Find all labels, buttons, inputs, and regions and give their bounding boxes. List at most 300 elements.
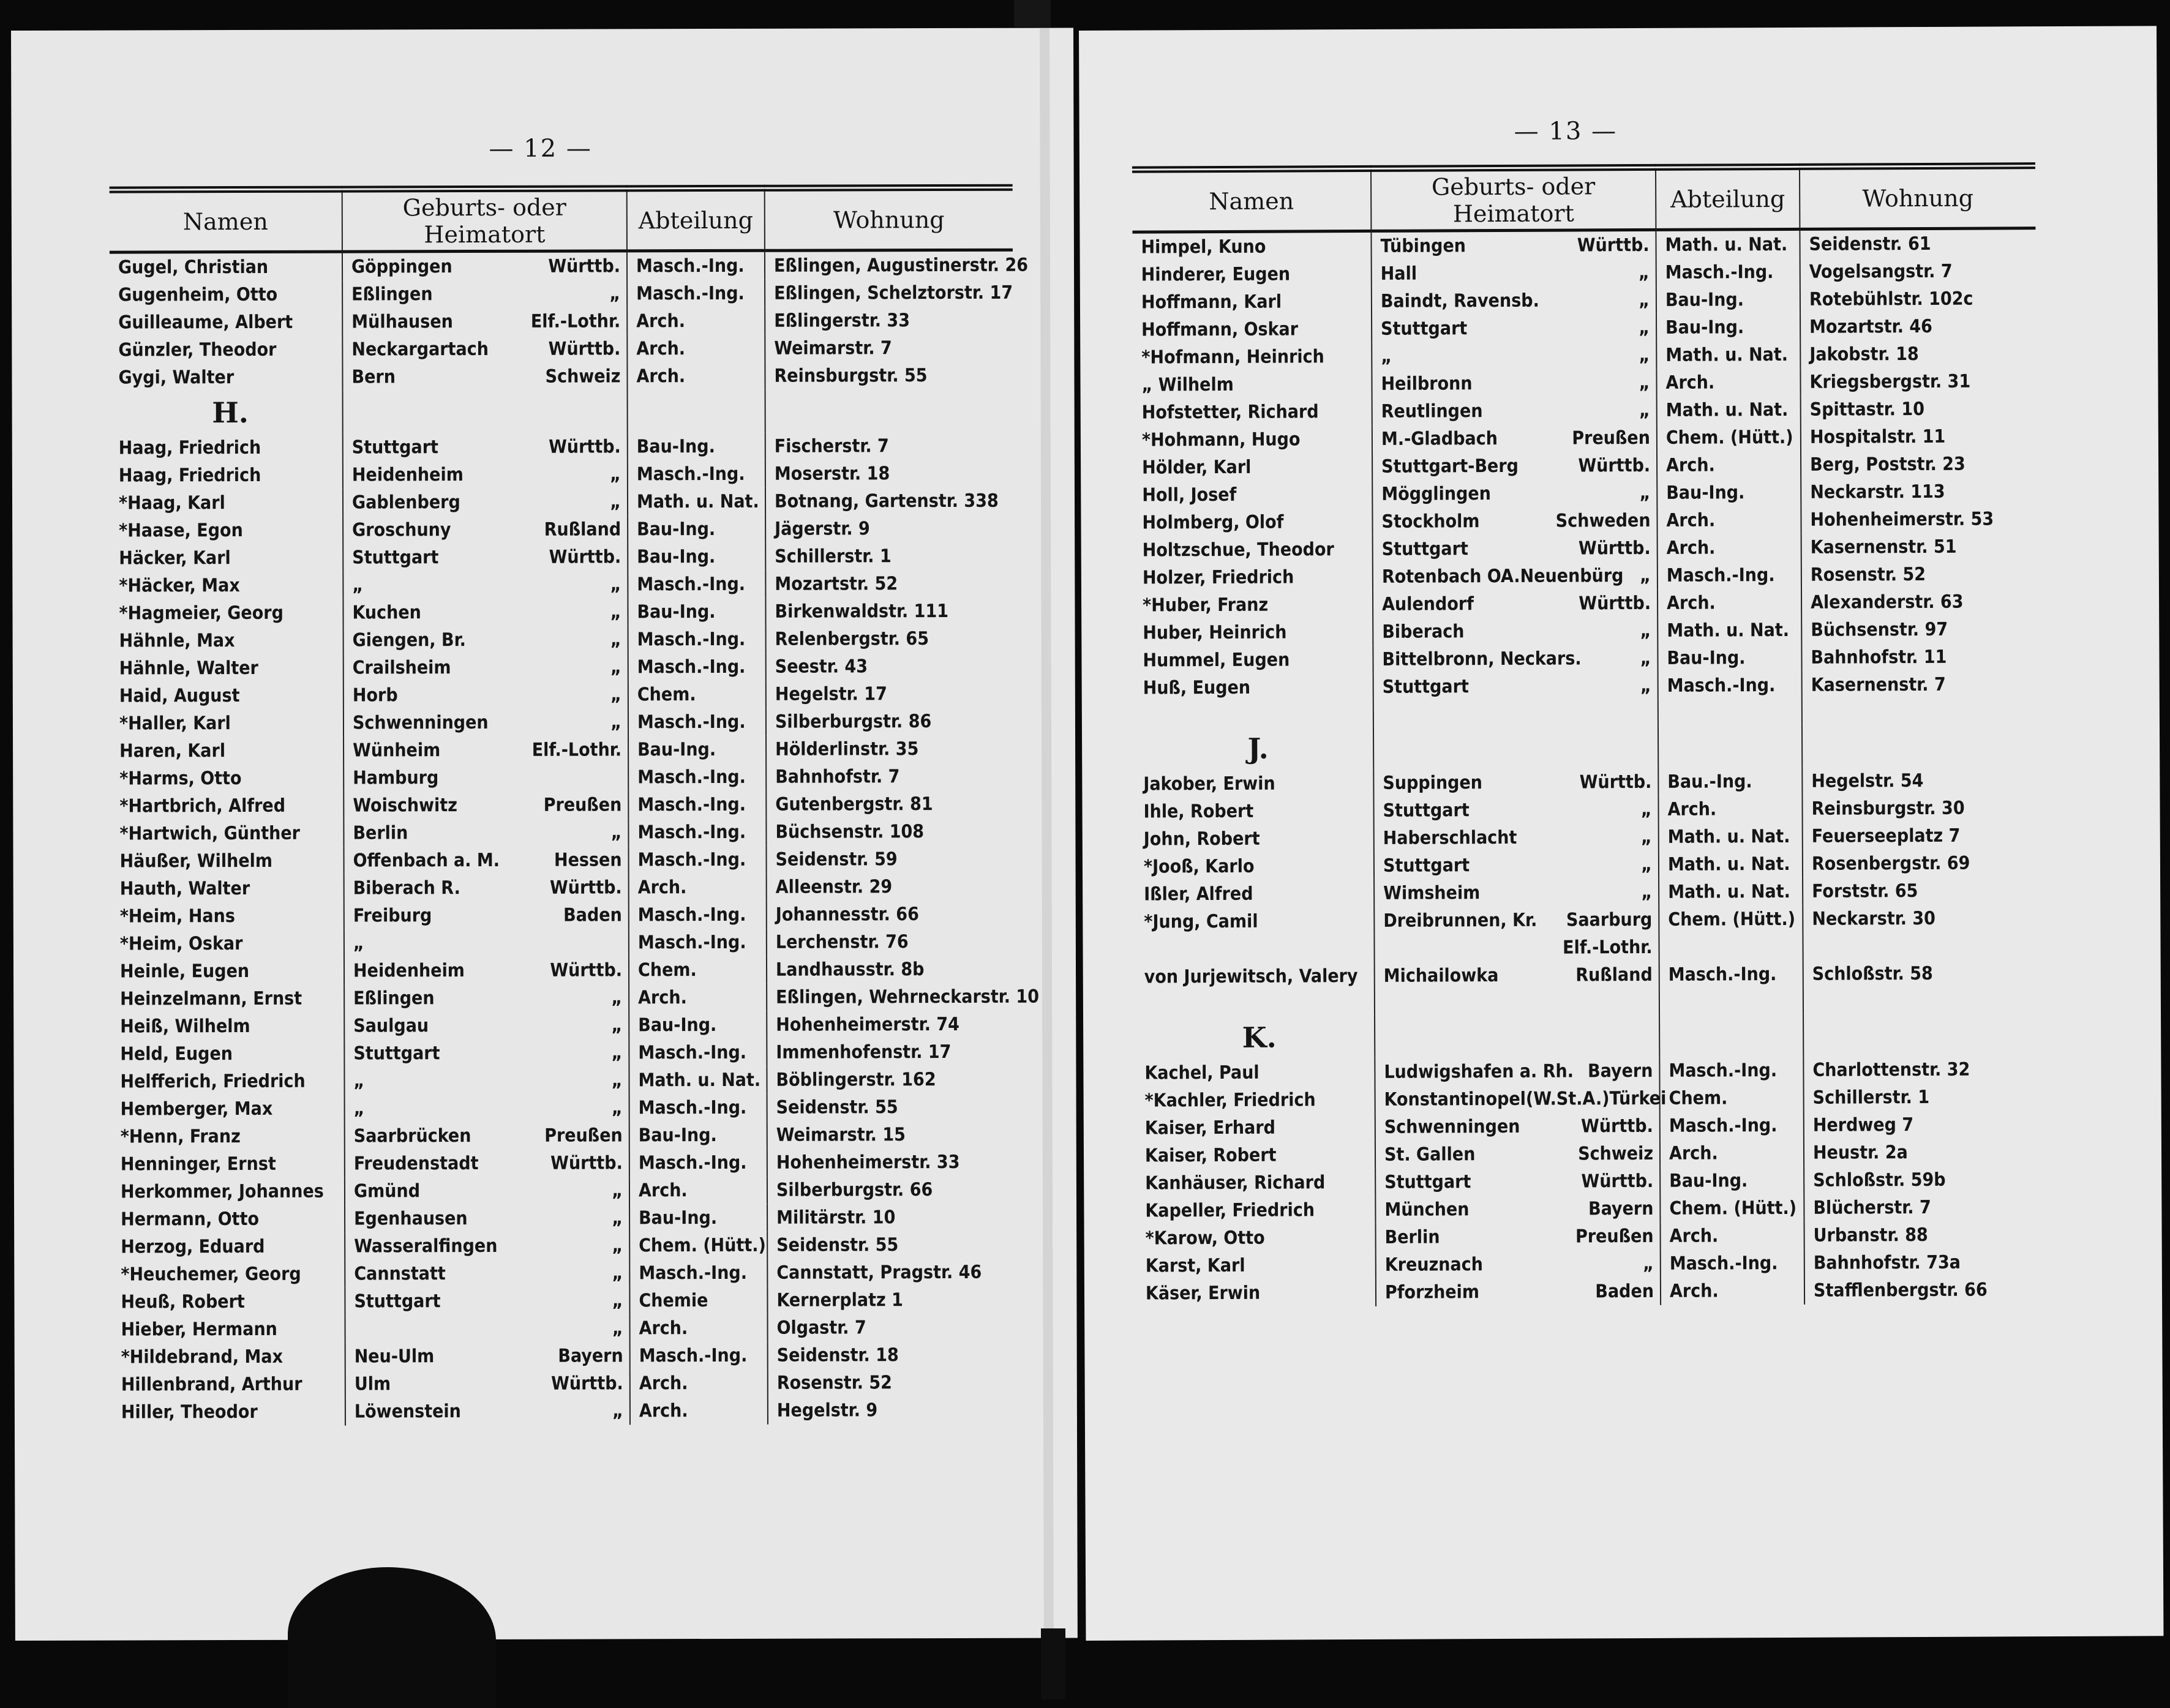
origin-state: „ [1641, 851, 1652, 878]
student-name: Guilleaume, Albert [118, 309, 293, 337]
address-cell: Militärstr. 10 [767, 1204, 1015, 1232]
table-row [111, 1066, 1015, 1096]
origin-town: Pforzheim [1385, 1278, 1479, 1306]
name-cell [111, 737, 344, 765]
section-heading-row [1136, 1013, 2039, 1059]
origin-wrapper [351, 280, 626, 308]
table-row [1133, 395, 2037, 426]
table-row [110, 362, 1013, 392]
origin-wrapper [354, 1149, 629, 1177]
department-cell: Chem. (Hütt.) [1659, 905, 1803, 934]
origin-town: St. Gallen [1384, 1141, 1476, 1169]
origin-cell [343, 433, 628, 461]
origin-wrapper [354, 1094, 629, 1122]
department-cell: Arch. [1658, 795, 1802, 823]
section-heading-row [110, 389, 1013, 435]
origin-state: Württb. [549, 433, 621, 460]
student-name: Karst, Karl [1146, 1252, 1245, 1280]
address-cell: Jakobstr. 18 [1800, 340, 2036, 369]
department-cell: Masch.-Ing. [1658, 561, 1801, 590]
address-cell: Jägerstr. 9 [765, 515, 1013, 543]
origin-wrapper [352, 488, 627, 516]
origin-cell [342, 335, 627, 363]
origin-wrapper [1384, 1195, 1659, 1224]
origin-state: „ [610, 460, 621, 488]
origin-state: „ [612, 1204, 623, 1232]
origin-town: „ [1381, 343, 1392, 370]
name-cell [1133, 453, 1372, 482]
table-row [112, 1286, 1015, 1316]
table-row [1136, 1166, 2040, 1197]
origin-town: Rotenbach OA.Neuenbürg [1382, 562, 1624, 591]
table-row [1134, 643, 2037, 674]
department-cell: Masch.-Ing. [629, 929, 767, 957]
origin-cell [1374, 934, 1659, 962]
address-cell: Kriegsbergstr. 31 [1800, 367, 2036, 396]
student-name: Kaiser, Robert [1145, 1142, 1277, 1170]
origin-wrapper [352, 571, 627, 599]
origin-town: „ [353, 1067, 364, 1095]
department-cell [1659, 933, 1803, 961]
origin-cell [1373, 534, 1658, 563]
origin-wrapper [353, 929, 628, 957]
table-row [110, 460, 1013, 490]
origin-wrapper [1383, 823, 1658, 852]
table-row [1133, 422, 2037, 454]
department-cell: Bau-Ing. [629, 1204, 767, 1232]
origin-town: Freiburg [353, 902, 432, 929]
origin-cell [1372, 479, 1657, 508]
name-cell [1136, 1058, 1375, 1087]
department-cell: Arch. [630, 1369, 768, 1398]
student-name: Kanhäuser, Richard [1145, 1169, 1325, 1197]
page-edge [1040, 28, 1054, 1638]
student-name: Hermann, Otto [121, 1205, 259, 1234]
origin-cell [345, 1397, 630, 1425]
name-cell [1133, 398, 1372, 427]
address-cell: Bahnhofstr. 73a [1804, 1248, 2040, 1277]
origin-town: Stuttgart [1383, 673, 1469, 701]
origin-wrapper [353, 653, 628, 681]
origin-town: Freudenstadt [354, 1150, 479, 1178]
address-cell: Forststr. 65 [1803, 877, 2038, 905]
name-cell [113, 1371, 345, 1399]
name-cell [110, 544, 343, 572]
header-department: Abteilung [627, 188, 765, 251]
spacer-row [1135, 698, 2038, 727]
name-cell [1135, 852, 1374, 881]
origin-cell [1373, 796, 1658, 825]
department-cell: Bau-Ing. [628, 736, 766, 764]
name-cell [1136, 1196, 1375, 1225]
student-name: Helfferich, Friedrich [120, 1068, 305, 1096]
origin-town: Berlin [1385, 1223, 1440, 1251]
origin-cell [1372, 397, 1657, 425]
page-number: — 12 — [489, 135, 591, 163]
origin-wrapper [353, 681, 628, 709]
student-name: *Huber, Franz [1143, 591, 1268, 620]
department-cell: Masch.-Ing. [628, 460, 765, 489]
origin-cell [344, 818, 628, 847]
address-cell [1803, 932, 2038, 961]
department-cell: Arch. [1657, 451, 1801, 479]
origin-town: Berlin [353, 819, 408, 847]
table-row [112, 1093, 1015, 1123]
origin-cell [344, 984, 629, 1012]
table-row [110, 307, 1013, 337]
table-row [1135, 670, 2038, 702]
department-cell: Math. u. Nat. [1656, 229, 1800, 259]
address-cell: Vogelsangstr. 7 [1800, 257, 2036, 286]
origin-town: Mögglingen [1381, 480, 1491, 508]
department-cell: Masch.-Ing. [1659, 1057, 1803, 1085]
origin-town: Dreibrunnen, Kr. [1383, 907, 1537, 935]
student-name: *Jung, Camil [1144, 908, 1258, 936]
empty-cell [343, 390, 628, 433]
origin-state: Elf.-Lothr. [531, 307, 621, 335]
table-row [110, 334, 1013, 364]
origin-town: Aulendorf [1382, 590, 1474, 618]
address-cell: Bahnhofstr. 11 [1801, 643, 2037, 672]
origin-cell [343, 488, 628, 516]
student-name: *Hagmeier, Georg [119, 599, 283, 627]
table-row [112, 1314, 1015, 1344]
origin-state: Elf.-Lothr. [1563, 934, 1653, 962]
origin-wrapper [353, 1039, 628, 1067]
name-cell [1133, 288, 1372, 317]
name-cell [110, 572, 343, 600]
origin-town: Stuttgart [352, 433, 438, 461]
student-name: *Haller, Karl [119, 710, 231, 737]
address-cell: Rosenstr. 52 [1801, 560, 2037, 589]
binding-clip [1041, 1628, 1065, 1699]
origin-wrapper [1385, 1250, 1660, 1279]
name-cell [112, 1288, 345, 1316]
origin-state: „ [1639, 259, 1650, 287]
origin-town: Heilbronn [1381, 370, 1472, 398]
student-name: *Harms, Otto [119, 765, 241, 793]
department-cell: Masch.-Ing. [628, 791, 766, 819]
department-cell: Masch.-Ing. [1659, 961, 1803, 989]
origin-town: Stuttgart [352, 544, 438, 571]
right-page [1079, 26, 2163, 1641]
department-cell: Bau-Ing. [628, 543, 765, 571]
student-name: Huber, Heinrich [1143, 619, 1286, 647]
origin-town: Bittelbronn, Neckars. [1382, 645, 1581, 673]
origin-wrapper [353, 984, 628, 1012]
table-row [112, 1259, 1015, 1289]
origin-wrapper [353, 901, 628, 929]
department-cell: Arch. [1661, 1277, 1804, 1305]
empty-cell [1803, 987, 2039, 1014]
origin-cell [344, 956, 629, 984]
origin-wrapper [353, 763, 628, 792]
name-cell [111, 792, 344, 820]
origin-cell [1375, 1140, 1660, 1169]
origin-wrapper [354, 1287, 629, 1315]
origin-state: Württb. [1580, 768, 1652, 796]
student-name: *Hildebrand, Max [121, 1343, 283, 1371]
empty-cell [1802, 724, 2038, 768]
name-cell [110, 364, 342, 392]
origin-cell [1375, 1085, 1660, 1114]
section-letter: J. [1135, 727, 1373, 771]
name-cell [111, 627, 344, 655]
origin-cell [1372, 507, 1657, 536]
name-cell [112, 1095, 345, 1123]
address-cell: Moserstr. 18 [765, 460, 1013, 488]
origin-state: Bayern [1588, 1057, 1653, 1085]
student-name: Holzer, Friedrich [1143, 563, 1294, 591]
empty-cell [1803, 1013, 2039, 1057]
student-name: *Haase, Egon [119, 517, 243, 545]
department-cell: Arch. [627, 335, 765, 363]
name-cell [1136, 1169, 1375, 1197]
origin-state: „ [610, 681, 621, 708]
address-cell: Seidenstr. 55 [767, 1093, 1015, 1122]
name-cell [111, 902, 344, 931]
origin-wrapper [352, 460, 627, 489]
origin-state: Württb. [550, 1149, 623, 1177]
address-cell: Heustr. 2a [1804, 1138, 2040, 1167]
origin-town: Suppingen [1383, 769, 1482, 797]
student-name: Holmberg, Olof [1142, 509, 1283, 537]
origin-town: Bern [351, 363, 396, 391]
origin-wrapper [1383, 906, 1658, 935]
origin-town: Cannstatt [354, 1260, 446, 1287]
origin-state: „ [609, 280, 620, 307]
origin-wrapper [1384, 1140, 1659, 1169]
address-cell: Rosenbergstr. 69 [1803, 849, 2038, 878]
table-row [112, 1121, 1015, 1151]
table-row [1133, 367, 2036, 399]
address-cell: Johannesstr. 66 [767, 901, 1015, 929]
department-cell: Masch.-Ing. [629, 1039, 767, 1067]
table-row [1133, 450, 2037, 481]
student-name: Jakober, Erwin [1143, 770, 1275, 798]
department-cell: Chem. (Hütt.) [1660, 1194, 1804, 1223]
origin-town: Heidenheim [353, 957, 465, 984]
student-name: Kaiser, Erhard [1145, 1114, 1275, 1142]
origin-wrapper [354, 1259, 629, 1287]
origin-cell [1375, 1112, 1660, 1141]
origin-state: „ [611, 984, 622, 1011]
table-row [111, 928, 1015, 958]
table-row [111, 818, 1014, 848]
table-row [111, 625, 1014, 655]
address-cell: Büchsenstr. 108 [766, 818, 1014, 846]
address-cell: Stafflenbergstr. 66 [1804, 1276, 2040, 1305]
department-cell: Arch. [629, 1314, 767, 1343]
empty-cell [1659, 1014, 1803, 1057]
address-cell: Büchsenstr. 97 [1801, 615, 2037, 644]
department-cell: Arch. [627, 307, 765, 335]
header-origin: Geburts- oder Heimatort [1371, 167, 1656, 231]
name-cell [1134, 536, 1373, 564]
table-row [1135, 822, 2038, 853]
origin-state: „ [611, 818, 622, 846]
origin-state: Schweiz [1578, 1140, 1653, 1168]
origin-town: Stuttgart [1383, 852, 1470, 880]
name-cell [111, 682, 344, 710]
origin-cell [342, 251, 627, 281]
student-name: Häußer, Wilhelm [119, 847, 272, 875]
empty-cell [1658, 699, 1802, 725]
address-cell: Kernerplatz 1 [767, 1286, 1015, 1314]
department-cell: Masch.-Ing. [628, 653, 766, 681]
origin-wrapper [353, 708, 628, 736]
address-cell: Herdweg 7 [1804, 1111, 2040, 1139]
table-row [113, 1396, 1016, 1426]
department-cell: Math. u. Nat. [1659, 878, 1803, 906]
origin-state: Baden [563, 901, 622, 929]
origin-state: „ [610, 598, 621, 626]
origin-state: Preußen [544, 1122, 623, 1149]
address-cell: Landhausstr. 8b [767, 956, 1015, 984]
department-cell: Masch.-Ing. [1660, 1112, 1804, 1140]
address-cell: Charlottenstr. 32 [1803, 1055, 2039, 1084]
student-name: Heuß, Robert [121, 1288, 244, 1316]
department-cell: Arch. [630, 1397, 768, 1425]
origin-town: Horb [353, 681, 398, 709]
address-cell: Rosenstr. 52 [768, 1369, 1016, 1397]
empty-cell [1373, 700, 1658, 727]
name-cell [112, 1205, 345, 1234]
origin-town: Eßlingen [351, 280, 433, 308]
origin-state: „ [612, 1232, 623, 1259]
address-cell: Hegelstr. 54 [1802, 766, 2038, 795]
student-name: Himpel, Kuno [1141, 233, 1266, 261]
table-row [1135, 766, 2038, 798]
origin-state: „ [612, 1177, 623, 1204]
address-cell: Weimarstr. 15 [767, 1121, 1015, 1149]
address-cell: Hegelstr. 17 [766, 680, 1014, 708]
department-cell: Masch.-Ing. [628, 846, 766, 874]
origin-state: Württb. [1581, 1167, 1653, 1196]
department-cell: Bau.-Ing. [1658, 768, 1802, 796]
name-cell [111, 930, 344, 958]
name-cell [112, 1178, 345, 1206]
department-cell: Math. u. Nat. [1659, 850, 1803, 878]
student-name: Käser, Erwin [1146, 1279, 1260, 1308]
origin-wrapper [1384, 1112, 1659, 1141]
student-name: Gugenheim, Otto [118, 281, 277, 309]
origin-wrapper [1383, 796, 1658, 825]
origin-cell [345, 1259, 629, 1287]
origin-cell [344, 708, 628, 736]
page-number: — 13 — [1514, 117, 1618, 146]
name-cell [1135, 797, 1373, 826]
origin-town: Biberach [1382, 618, 1464, 646]
department-cell: Arch. [1657, 506, 1801, 534]
origin-cell [1374, 851, 1659, 880]
student-name: Heinzelmann, Ernst [120, 985, 302, 1013]
origin-state: Württb. [548, 252, 620, 280]
origin-state: „ [612, 1259, 623, 1287]
table-row [110, 487, 1013, 517]
student-name: *Karow, Otto [1146, 1224, 1265, 1253]
address-cell: Mozartstr. 46 [1800, 312, 2036, 341]
student-name: Hieber, Hermann [121, 1316, 277, 1344]
origin-cell [1374, 823, 1659, 852]
origin-cell [1375, 1057, 1659, 1086]
name-cell [111, 710, 344, 738]
origin-state: „ [612, 1397, 623, 1425]
origin-wrapper [1383, 851, 1658, 880]
address-cell: Urbanstr. 88 [1804, 1221, 2040, 1249]
address-cell: Hohenheimerstr. 33 [767, 1148, 1015, 1177]
origin-town: Wünheim [353, 736, 440, 764]
student-name: *Hofmann, Heinrich [1141, 343, 1324, 371]
address-cell: Reinsburgstr. 30 [1802, 794, 2038, 823]
origin-cell [1376, 1278, 1661, 1306]
origin-state: Württb. [550, 874, 622, 901]
origin-town: Wasseralfingen [354, 1232, 497, 1260]
department-cell: Chem. [1660, 1084, 1804, 1112]
origin-state: „ [610, 571, 621, 598]
student-name: Hoffmann, Karl [1141, 288, 1282, 317]
student-name: Haag, Friedrich [119, 462, 261, 490]
department-cell: Arch. [627, 362, 765, 391]
department-cell: Masch.-Ing. [629, 1259, 767, 1287]
origin-town: „ [354, 1095, 365, 1122]
origin-wrapper [351, 252, 626, 280]
student-name: *Heuchemer, Georg [121, 1260, 301, 1289]
origin-state: Württb. [1579, 534, 1651, 563]
origin-cell [345, 1287, 629, 1315]
empty-cell [1375, 989, 1659, 1016]
table-row [1133, 312, 2036, 343]
address-cell: Seestr. 43 [766, 653, 1014, 681]
origin-state: „ [1641, 878, 1652, 906]
origin-wrapper [1381, 259, 1656, 288]
header-name: Namen [1132, 168, 1371, 232]
origin-cell [1373, 645, 1658, 673]
student-name: Herzog, Eduard [121, 1233, 265, 1261]
student-name: Haid, August [119, 682, 240, 710]
origin-wrapper [1383, 878, 1658, 907]
table-row [113, 1369, 1016, 1399]
department-cell: Bau-Ing. [1658, 644, 1801, 672]
student-name: John, Robert [1144, 825, 1260, 853]
table-row [111, 1011, 1015, 1041]
student-name: „ Wilhelm [1141, 371, 1233, 399]
origin-cell [343, 571, 628, 599]
department-cell: Bau-Ing. [1660, 1167, 1804, 1195]
origin-state: Preußen [544, 791, 622, 818]
origin-town: Kreuznach [1385, 1251, 1483, 1279]
origin-cell [344, 791, 628, 819]
origin-town: Gmünd [354, 1177, 420, 1205]
origin-state: „ [1640, 645, 1651, 672]
origin-town: Woischwitz [353, 792, 457, 819]
name-cell [1134, 563, 1373, 592]
name-cell [1135, 935, 1374, 964]
origin-cell [1376, 1223, 1661, 1251]
origin-cell [1372, 369, 1656, 398]
department-cell: Masch.-Ing. [630, 1342, 768, 1370]
origin-state: Türkei [1609, 1085, 1666, 1112]
table-row [1133, 257, 2036, 288]
origin-wrapper [1382, 534, 1657, 563]
name-cell [1133, 343, 1372, 372]
student-name: Holtzschue, Theodor [1143, 536, 1334, 564]
name-cell [1134, 618, 1373, 647]
origin-cell [344, 1011, 629, 1039]
origin-state: Württb. [1578, 452, 1650, 480]
origin-state: Württb. [550, 956, 622, 984]
address-cell: Schloßstr. 58 [1803, 959, 2039, 988]
